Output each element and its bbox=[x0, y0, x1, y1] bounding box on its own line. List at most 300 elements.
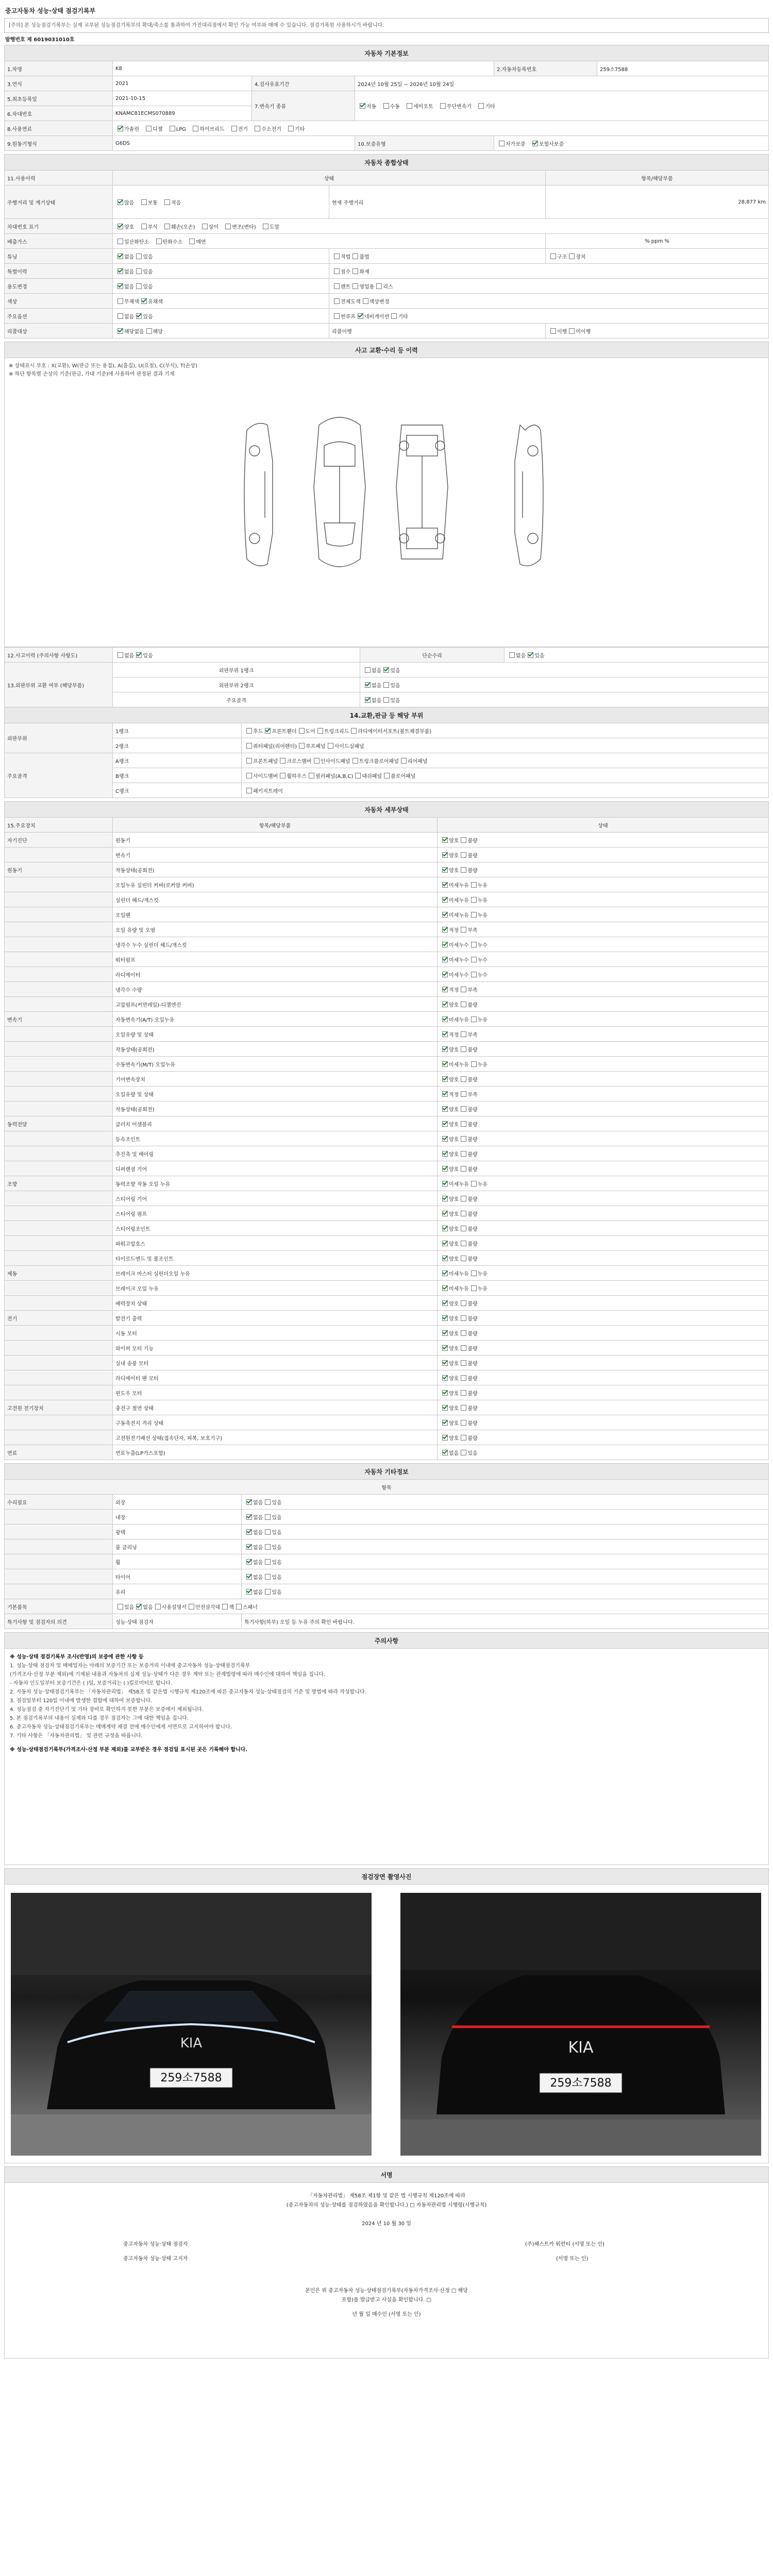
status-checkbox[interactable] bbox=[461, 1435, 466, 1440]
status-checkbox[interactable] bbox=[471, 1016, 477, 1022]
detail-status bbox=[438, 833, 769, 848]
status-label: 미세누수 bbox=[449, 942, 469, 948]
status-label: 불량 bbox=[467, 838, 478, 844]
status-checkbox[interactable] bbox=[442, 1091, 448, 1097]
detail-status bbox=[438, 1191, 769, 1206]
checkbox-manual[interactable] bbox=[383, 103, 389, 109]
status-label: 불량 bbox=[467, 1107, 478, 1113]
rank-2-parts: 쿼터패널(리어펜더) 루프패널 사이드실패널 bbox=[242, 738, 769, 753]
status-checkbox[interactable] bbox=[246, 1499, 252, 1505]
other-status bbox=[242, 1495, 769, 1510]
detail-device bbox=[5, 1057, 113, 1072]
checkbox-gasoline[interactable] bbox=[117, 126, 123, 131]
status-checkbox[interactable] bbox=[442, 1270, 448, 1276]
status-checkbox[interactable] bbox=[442, 1076, 448, 1082]
checkbox-illegal[interactable] bbox=[352, 253, 358, 259]
checkbox-color-change[interactable] bbox=[363, 298, 368, 304]
status-checkbox[interactable] bbox=[246, 1589, 252, 1595]
status-label: 있음 bbox=[272, 1560, 282, 1566]
status-checkbox[interactable] bbox=[265, 1574, 271, 1580]
status-checkbox[interactable] bbox=[461, 1091, 466, 1097]
status-checkbox[interactable] bbox=[442, 1046, 448, 1052]
status-label: 미세누유 bbox=[449, 897, 469, 904]
status-label: 양호 bbox=[449, 838, 459, 844]
detail-row bbox=[5, 922, 769, 937]
status-label: 미세누유 bbox=[449, 1062, 469, 1068]
detail-device bbox=[5, 1341, 113, 1355]
checkbox-use-yes[interactable] bbox=[136, 283, 142, 289]
checkbox-vin-paint[interactable] bbox=[263, 224, 268, 229]
checkbox-simple-no[interactable] bbox=[509, 652, 515, 658]
status-checkbox[interactable] bbox=[442, 927, 448, 933]
status-checkbox[interactable] bbox=[442, 1016, 448, 1022]
label-rank1: 외판부위 1랭크 bbox=[113, 663, 360, 677]
checkbox-normal[interactable] bbox=[141, 199, 147, 205]
checkbox-vin-good[interactable] bbox=[117, 224, 123, 229]
status-checkbox[interactable] bbox=[442, 1226, 448, 1231]
status-checkbox[interactable] bbox=[471, 882, 477, 888]
notes-lines bbox=[10, 1662, 763, 1740]
other-group bbox=[5, 1524, 113, 1539]
status-checkbox[interactable] bbox=[265, 1544, 271, 1550]
checkbox-self-warranty[interactable] bbox=[499, 141, 505, 146]
detail-item: 오일유량 및 상태 bbox=[113, 1027, 438, 1042]
detail-device: 원동기 bbox=[5, 862, 113, 877]
detail-item: 배력장치 상태 bbox=[113, 1296, 438, 1311]
checkbox-sunroof[interactable] bbox=[334, 313, 340, 319]
status-checkbox[interactable] bbox=[442, 1256, 448, 1261]
other-status bbox=[242, 1569, 769, 1584]
status-label: 불량 bbox=[467, 1226, 478, 1232]
detail-status bbox=[438, 982, 769, 997]
special-kind: 침수 화재 bbox=[329, 264, 769, 279]
detail-item: 오일 유량 및 오염 bbox=[113, 922, 438, 937]
status-checkbox[interactable] bbox=[442, 972, 448, 977]
notes-line: (가격조사·산정 부분 제외)에 기재된 내용과 자동차의 실제 성능·상태가 다른 경우 계약 또는 관계법령에 따라 매수인에 대하여 책임을 집니다. bbox=[10, 1672, 326, 1677]
status-checkbox[interactable] bbox=[461, 1106, 466, 1112]
rank-a-parts: 프론트패널 크로스멤버 인사이드패널 트렁크플로어패널 리어패널 bbox=[242, 753, 769, 768]
detail-row bbox=[5, 862, 769, 877]
status-checkbox[interactable] bbox=[442, 1061, 448, 1067]
checkbox-opt-etc[interactable] bbox=[391, 313, 397, 319]
status-checkbox[interactable] bbox=[442, 1121, 448, 1127]
status-label: 불량 bbox=[467, 1301, 478, 1307]
status-checkbox[interactable] bbox=[442, 1375, 448, 1381]
value-year: 2021 bbox=[113, 76, 252, 91]
checkbox-rent[interactable] bbox=[334, 283, 340, 289]
notes-header bbox=[4, 1632, 769, 1649]
reporter-name[interactable]: (서명 또는 인) bbox=[556, 2256, 589, 2262]
other-item: 타이어 bbox=[113, 1569, 242, 1584]
detail-row bbox=[5, 1430, 769, 1445]
status-checkbox[interactable] bbox=[471, 942, 477, 947]
other-group bbox=[5, 1554, 113, 1569]
status-checkbox[interactable] bbox=[461, 1166, 466, 1172]
other-row bbox=[5, 1495, 769, 1510]
status-label: 미세누유 bbox=[449, 883, 469, 889]
checkbox-fuel-etc[interactable] bbox=[288, 126, 294, 131]
status-label: 누유 bbox=[477, 1062, 488, 1068]
status-checkbox[interactable] bbox=[265, 1499, 271, 1505]
status-checkbox[interactable] bbox=[265, 1559, 271, 1565]
status-checkbox[interactable] bbox=[461, 1375, 466, 1381]
detail-row bbox=[5, 1281, 769, 1296]
status-label: 불량 bbox=[467, 1077, 478, 1083]
status-checkbox[interactable] bbox=[442, 897, 448, 903]
detail-device bbox=[5, 848, 113, 862]
color-kind: 전체도색 색상변경 bbox=[329, 294, 769, 309]
status-checkbox[interactable] bbox=[442, 1345, 448, 1351]
status-checkbox[interactable] bbox=[461, 1211, 466, 1216]
checkbox-structure[interactable] bbox=[550, 253, 556, 259]
status-checkbox[interactable] bbox=[461, 987, 466, 992]
status-checkbox[interactable] bbox=[461, 1360, 466, 1366]
rank-b-parts: 사이드멤버 휠하우스 필러패널(A,B,C) 대쉬패널 플로어패널 bbox=[242, 768, 769, 783]
detail-row bbox=[5, 1251, 769, 1266]
checkbox-few[interactable] bbox=[164, 199, 170, 205]
detail-device bbox=[5, 1146, 113, 1161]
checkbox-vin-corrosion[interactable] bbox=[141, 224, 147, 229]
detail-item: 변속기 bbox=[113, 848, 438, 862]
checkbox-electric[interactable] bbox=[231, 126, 237, 131]
status-checkbox[interactable] bbox=[265, 1514, 271, 1520]
other-row bbox=[5, 1510, 769, 1524]
status-checkbox[interactable] bbox=[471, 912, 477, 918]
status-checkbox[interactable] bbox=[471, 957, 477, 962]
detail-status bbox=[438, 907, 769, 922]
status-checkbox[interactable] bbox=[265, 1589, 271, 1595]
status-label: 양호 bbox=[449, 1151, 459, 1158]
status-checkbox[interactable] bbox=[442, 1405, 448, 1411]
recall-options: 해당없음 해당 bbox=[113, 324, 329, 338]
status-checkbox[interactable] bbox=[461, 1330, 466, 1336]
checkbox-semi[interactable] bbox=[407, 103, 412, 109]
detail-row bbox=[5, 907, 769, 922]
checkbox-tuning-yes[interactable] bbox=[136, 253, 142, 259]
status-checkbox[interactable] bbox=[471, 972, 477, 977]
status-checkbox[interactable] bbox=[246, 1559, 252, 1565]
notes-line: 7. 기타 사항은 「자동차관리법」 및 관련 규정을 따릅니다. bbox=[10, 1733, 143, 1739]
checkbox-diesel[interactable] bbox=[146, 126, 152, 131]
other-item: 룸 클리닝 bbox=[113, 1539, 242, 1554]
checkbox-chromatic[interactable] bbox=[141, 298, 147, 304]
status-checkbox[interactable] bbox=[471, 1181, 477, 1187]
status-checkbox[interactable] bbox=[442, 1360, 448, 1366]
notes-line: 4. 성능점검 중 자기진단기 및 기타 장비로 확인하지 못한 부분은 보증에서 제외됩니다. bbox=[10, 1707, 204, 1713]
status-label: 적정 bbox=[449, 927, 459, 934]
checkbox-trans-etc[interactable] bbox=[478, 103, 484, 109]
detail-item: 작동상태(공회전) bbox=[113, 1042, 438, 1057]
detail-status bbox=[438, 1281, 769, 1296]
detail-item: 동력조향 작동 오일 누유 bbox=[113, 1176, 438, 1191]
notes-line: - 자동차 인도일부터 보증기간은 ( )일, 보증거리는 ( )킬로미터로 합니다. bbox=[10, 1681, 172, 1686]
checkbox-legal[interactable] bbox=[334, 253, 340, 259]
status-checkbox[interactable] bbox=[461, 1300, 466, 1306]
car-outline-icon bbox=[226, 410, 556, 574]
status-label: 양호 bbox=[449, 853, 459, 859]
status-checkbox[interactable] bbox=[461, 1002, 466, 1007]
checkbox-lease[interactable] bbox=[376, 283, 382, 289]
checkbox-hydrogen[interactable] bbox=[255, 126, 260, 131]
status-checkbox[interactable] bbox=[442, 1196, 448, 1201]
status-checkbox[interactable] bbox=[442, 957, 448, 962]
notes-section-title: 주의사항 bbox=[5, 1633, 769, 1649]
status-checkbox[interactable] bbox=[442, 1315, 448, 1321]
status-label: 양호 bbox=[449, 1301, 459, 1307]
detail-device: 자기진단 bbox=[5, 833, 113, 848]
checkbox-vin-diff[interactable] bbox=[202, 224, 208, 229]
checkbox-hc[interactable] bbox=[156, 239, 162, 244]
checkbox-flood[interactable] bbox=[334, 268, 340, 274]
status-checkbox[interactable] bbox=[442, 1330, 448, 1336]
doc-title: 중고자동차 성능·상태 점검기록부 bbox=[5, 7, 96, 14]
detail-item: 와이퍼 모터 기능 bbox=[113, 1341, 438, 1355]
emission-units: % ppm % bbox=[546, 234, 769, 249]
status-label: 누수 bbox=[477, 957, 488, 963]
label-exterior: 13.외판부위 교환 여부 (해당부품) bbox=[5, 663, 113, 707]
checkbox-acc-yes[interactable] bbox=[136, 652, 142, 658]
status-checkbox[interactable] bbox=[442, 867, 448, 873]
status-checkbox[interactable] bbox=[461, 1241, 466, 1246]
signature-area bbox=[4, 2183, 769, 2359]
detail-status bbox=[438, 1355, 769, 1370]
inspector-label: 중고자동차 성능·상태 점검자 bbox=[123, 2242, 188, 2247]
status-checkbox[interactable] bbox=[471, 1270, 477, 1276]
detail-status bbox=[438, 1430, 769, 1445]
detail-device bbox=[5, 1415, 113, 1430]
detail-status bbox=[438, 1206, 769, 1221]
checkbox-co[interactable] bbox=[117, 239, 123, 244]
rank-b-label: B랭크 bbox=[113, 768, 242, 783]
detail-status bbox=[438, 1341, 769, 1355]
checkbox-opt-yes[interactable] bbox=[136, 313, 142, 319]
checkbox-acc-no[interactable] bbox=[117, 652, 123, 658]
checkbox-vin-altered[interactable] bbox=[225, 224, 231, 229]
status-checkbox[interactable] bbox=[471, 897, 477, 903]
status-checkbox[interactable] bbox=[461, 1390, 466, 1396]
checkbox-done[interactable] bbox=[550, 328, 556, 334]
checkbox-opt-no[interactable] bbox=[117, 313, 123, 319]
warranty-options: 자가보증 보험사보증 bbox=[494, 136, 769, 151]
status-label: 누유 bbox=[477, 1271, 488, 1277]
checkbox-not-done[interactable] bbox=[569, 328, 575, 334]
status-checkbox[interactable] bbox=[246, 1529, 252, 1535]
detail-item: 실린더 헤드/개스킷 bbox=[113, 892, 438, 907]
status-checkbox[interactable] bbox=[442, 987, 448, 992]
checkbox-r2-yes[interactable] bbox=[383, 682, 389, 688]
status-checkbox[interactable] bbox=[246, 1574, 252, 1580]
status-label: 불량 bbox=[467, 1122, 478, 1128]
status-checkbox[interactable] bbox=[442, 1420, 448, 1426]
status-label: 양호 bbox=[449, 1376, 459, 1382]
status-checkbox[interactable] bbox=[442, 1450, 448, 1455]
status-label: 불량 bbox=[467, 1361, 478, 1367]
car-front-icon bbox=[11, 1893, 372, 2156]
status-checkbox[interactable] bbox=[442, 1106, 448, 1112]
detail-status bbox=[438, 1251, 769, 1266]
status-checkbox[interactable] bbox=[265, 1529, 271, 1535]
diagram-section-title: 사고 교환·수리 등 이력 bbox=[5, 342, 769, 358]
detail-device bbox=[5, 907, 113, 922]
checkbox-hybrid[interactable] bbox=[193, 126, 198, 131]
checkbox-smoke[interactable] bbox=[189, 239, 195, 244]
rank-a-label: A랭크 bbox=[113, 753, 242, 768]
detail-status bbox=[438, 922, 769, 937]
status-checkbox[interactable] bbox=[461, 1031, 466, 1037]
status-checkbox[interactable] bbox=[442, 1166, 448, 1172]
inspector-name[interactable]: (주)헤스트카 워런티 (서명 또는 인) bbox=[525, 2242, 604, 2247]
status-checkbox[interactable] bbox=[461, 1405, 466, 1411]
status-label: 양호 bbox=[449, 1196, 459, 1202]
detail-device: 조향 bbox=[5, 1176, 113, 1191]
status-checkbox[interactable] bbox=[461, 1196, 466, 1201]
detail-device bbox=[5, 1072, 113, 1087]
status-checkbox[interactable] bbox=[461, 927, 466, 933]
other-item: 외장 bbox=[113, 1495, 242, 1510]
status-checkbox[interactable] bbox=[461, 1315, 466, 1321]
checkbox-special-no[interactable] bbox=[117, 268, 123, 274]
checkbox-lpg[interactable] bbox=[170, 126, 175, 131]
detail-item: 오일누유 실린더 커버(로커암 커버) bbox=[113, 877, 438, 892]
checkbox-recall-yes[interactable] bbox=[146, 328, 152, 334]
status-checkbox[interactable] bbox=[442, 1002, 448, 1007]
status-checkbox[interactable] bbox=[442, 1136, 448, 1142]
accident-table bbox=[4, 647, 769, 798]
status-label: 미세누수 bbox=[449, 957, 469, 963]
accident-options: 없음 있음 bbox=[113, 648, 360, 663]
status-checkbox[interactable] bbox=[246, 1514, 252, 1520]
detail-status bbox=[438, 937, 769, 952]
checkbox-cvt[interactable] bbox=[440, 103, 446, 109]
checkbox-tuning-no[interactable] bbox=[117, 253, 123, 259]
status-checkbox[interactable] bbox=[461, 1256, 466, 1261]
status-checkbox[interactable] bbox=[442, 1390, 448, 1396]
buyer-sign-line[interactable]: 년 월 일 매수인 (서명 또는 인) bbox=[352, 2312, 421, 2317]
detail-row bbox=[5, 1206, 769, 1221]
checkbox-vin-damage[interactable] bbox=[164, 224, 170, 229]
detail-device bbox=[5, 1131, 113, 1146]
status-checkbox[interactable] bbox=[442, 882, 448, 888]
checkbox-r1-no[interactable] bbox=[365, 667, 371, 673]
status-checkbox[interactable] bbox=[442, 1285, 448, 1291]
detail-status bbox=[438, 1057, 769, 1072]
label-current-mileage: 현재 주행거리 bbox=[329, 185, 546, 219]
checkbox-business[interactable] bbox=[352, 283, 358, 289]
status-label: 누유 bbox=[477, 883, 488, 889]
checkbox-navi[interactable] bbox=[358, 313, 363, 319]
checkbox-frame-yes[interactable] bbox=[383, 697, 389, 703]
status-label: 불량 bbox=[467, 1196, 478, 1202]
status-label: 불량 bbox=[467, 1420, 478, 1427]
checkbox-full-paint[interactable] bbox=[334, 298, 340, 304]
checkbox-simple-yes[interactable] bbox=[528, 652, 533, 658]
status-checkbox[interactable] bbox=[471, 1285, 477, 1291]
label-year: 3.연식 bbox=[5, 76, 113, 91]
detail-item: 수동변속기(M/T) 오일누유 bbox=[113, 1057, 438, 1072]
status-checkbox[interactable] bbox=[442, 1435, 448, 1440]
status-checkbox[interactable] bbox=[442, 1300, 448, 1306]
detail-row bbox=[5, 952, 769, 967]
status-checkbox[interactable] bbox=[461, 1121, 466, 1127]
other-row bbox=[5, 1584, 769, 1599]
detail-item: 시동 모터 bbox=[113, 1326, 438, 1341]
status-checkbox[interactable] bbox=[442, 1151, 448, 1157]
detail-row bbox=[5, 1101, 769, 1116]
status-checkbox[interactable] bbox=[442, 1241, 448, 1246]
status-checkbox[interactable] bbox=[461, 1420, 466, 1426]
status-checkbox[interactable] bbox=[461, 1345, 466, 1351]
label-basic-items: 기본품목 bbox=[5, 1599, 113, 1614]
status-checkbox[interactable] bbox=[461, 1226, 466, 1231]
status-checkbox[interactable] bbox=[461, 1136, 466, 1142]
status-checkbox[interactable] bbox=[442, 1211, 448, 1216]
detail-item: 스티어링 펌프 bbox=[113, 1206, 438, 1221]
label-vin: 6.차대번호 bbox=[5, 106, 113, 121]
status-label: 부족 bbox=[467, 1092, 478, 1098]
status-checkbox[interactable] bbox=[461, 1076, 466, 1082]
other-group bbox=[5, 1569, 113, 1584]
status-checkbox[interactable] bbox=[461, 1450, 466, 1455]
status-checkbox[interactable] bbox=[442, 942, 448, 947]
detail-row bbox=[5, 997, 769, 1012]
detail-item: 냉각수 누수 실린더 헤드/개스킷 bbox=[113, 937, 438, 952]
detail-device bbox=[5, 1161, 113, 1176]
checkbox-r1-yes[interactable] bbox=[383, 667, 389, 673]
status-label: 양호 bbox=[449, 1137, 459, 1143]
status-checkbox[interactable] bbox=[461, 867, 466, 873]
sign-line-1: 「자동차관리법」 제58조 제1항 및 같은 법 시행규칙 제120조에 따라 bbox=[308, 2193, 465, 2199]
status-checkbox[interactable] bbox=[461, 837, 466, 843]
detail-device bbox=[5, 1355, 113, 1370]
status-checkbox[interactable] bbox=[461, 1046, 466, 1052]
detail-item: 작동상태(공회전) bbox=[113, 1101, 438, 1116]
detail-device bbox=[5, 1370, 113, 1385]
status-checkbox[interactable] bbox=[246, 1544, 252, 1550]
status-label: 없음 bbox=[253, 1560, 263, 1566]
notes-footer: ※ 성능·상태점검기록부(가격조사·산정 부분 제외)를 교부받은 경우 점검일 표시된 곳은 기록해야 합니다. bbox=[10, 1747, 248, 1753]
checkbox-r2-no[interactable] bbox=[365, 682, 371, 688]
detail-head-status: 상태 bbox=[438, 818, 769, 833]
detail-item: 실내 송풍 모터 bbox=[113, 1355, 438, 1370]
checkbox-frame-no[interactable] bbox=[365, 697, 371, 703]
checkbox-device[interactable] bbox=[569, 253, 575, 259]
detail-item: 기어변속장치 bbox=[113, 1072, 438, 1087]
status-checkbox[interactable] bbox=[442, 1031, 448, 1037]
checkbox-achromatic[interactable] bbox=[117, 298, 123, 304]
status-checkbox[interactable] bbox=[442, 912, 448, 918]
label-mileage: 주행거리 및 계기상태 bbox=[5, 185, 113, 219]
status-checkbox[interactable] bbox=[461, 852, 466, 858]
basic-info-table bbox=[4, 45, 769, 151]
checkbox-recall-na[interactable] bbox=[117, 328, 123, 334]
status-checkbox[interactable] bbox=[461, 1151, 466, 1157]
other-item: 휠 bbox=[113, 1554, 242, 1569]
detail-row bbox=[5, 1236, 769, 1251]
status-checkbox[interactable] bbox=[442, 1181, 448, 1187]
checkbox-fire[interactable] bbox=[352, 268, 358, 274]
status-checkbox[interactable] bbox=[442, 837, 448, 843]
detail-row bbox=[5, 1341, 769, 1355]
checkbox-insurer-warranty[interactable] bbox=[532, 141, 538, 146]
status-checkbox[interactable] bbox=[471, 1061, 477, 1067]
checkbox-many[interactable] bbox=[117, 199, 123, 205]
status-checkbox[interactable] bbox=[442, 852, 448, 858]
detail-device bbox=[5, 892, 113, 907]
checkbox-auto[interactable] bbox=[360, 103, 365, 109]
status-label: 불량 bbox=[467, 1047, 478, 1053]
checkbox-use-no[interactable] bbox=[117, 283, 123, 289]
checkbox-special-yes[interactable] bbox=[136, 268, 142, 274]
